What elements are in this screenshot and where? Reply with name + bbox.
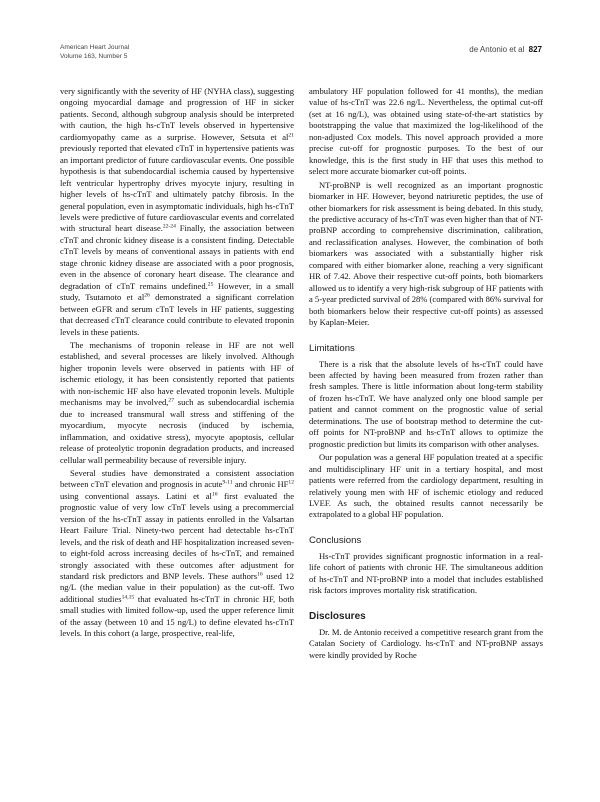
citation: 14,15: [121, 594, 135, 601]
running-title: de Antonio et al: [469, 45, 525, 54]
text-run: Several studies have demonstrated a consistent association between cTnT elevation and prognosis in acute: [60, 467, 294, 490]
citation: 16: [211, 491, 218, 498]
page-number: 827: [528, 45, 542, 54]
section-heading-limitations: Limitations: [309, 342, 355, 354]
citation: 27: [168, 397, 174, 404]
running-header: [469, 45, 542, 54]
paragraph: ambulatory HF population followed for 41 months), the median value of hs-cTnT was 22.6 ng/L. Nevertheless, the optimal cut-off (set at 16 ng/L), was obtained using state-of-the-art statistics by bootstrapping the value that maximized the log-likelihood of the non-adjusted Cox models. This novel approach provided a more precise cut-off for prognostic purposes. To the best of our knowledge, this is the first study in HF that uses this method to select more accurate biomarker cut-off points.: [309, 86, 543, 177]
paragraph: [60, 86, 294, 338]
paragraph: Hs-cTnT provides significant prognostic information in a real-life cohort of patients with chronic HF. The simultaneous addition of hs-cTnT and NT-proBNP into a model that includes established risk factors improves mortality risk stratification.: [309, 550, 543, 596]
journal-header: [60, 44, 129, 61]
text-run: However, in a small study, Tsutamoto et al: [60, 280, 295, 303]
citation: 21: [288, 132, 294, 139]
paragraph: NT-proBNP is well recognized as an important prognostic biomarker in HF. However, beyond natriuretic peptides, the use of other biomarkers for risk assessment is being debated. In this study, the predictive accuracy of hs-cTnT was even higher than that of NT-proBNP according to comprehensive discrimination, calibration, and reclassification analyses. However, the combination of both biomarkers was associated with a substantially higher risk compared with either biomarker alone, reaching a very significant HR of 7.42. Above their respective cut-off points, both biomarkers allowed us to identify a very high-risk subgroup of HF patients with a 5-year predicted survival of 28% (compared with 86% survival for both biomarkers below their respective cut-off points) as assessed by Kaplan-Meier.: [309, 179, 544, 328]
citation: 26: [144, 292, 150, 299]
section-heading-disclosures: Disclosures: [309, 610, 366, 622]
paragraph: [60, 468, 294, 640]
text-run: Finally, the association between cTnT and chronic kidney disease is a consistent finding. Detectable cTnT levels by means of conventional assays in patients with end stage chronic kidney disease are associated with a poor prognosis, even in the absence of coronary heart disease. The clearance and degradation of cTnT remains undefined.: [60, 223, 294, 291]
text-run: that evaluated hs-cTnT in chronic HF, both small studies with limited follow-up, used the upper reference limit of the assay (between 10 and 15 ng/L) to define elevated hs-cTnT levels. In this cohort (a large, prospective, real-life,: [60, 593, 295, 639]
citation: 22-24: [162, 223, 176, 230]
text-run: demonstrated a significant correlation between eGFR and serum cTnT levels in HF patients, suggesting that decreased cTnT clearance could contribute to elevated troponin levels in these patients.: [60, 292, 294, 337]
text-run: The mechanisms of troponin release in HF are not well established, and several processes are likely involved. Although higher troponin levels were observed in patients with HF of ischemic etiology, it has been consistently reported that patients with non-ischemic HF also have elevated troponin levels. Multiple mechanisms may be involved,: [60, 339, 294, 408]
right-column: [309, 86, 543, 661]
paragraph: [60, 340, 294, 466]
citation: 9-11: [222, 479, 233, 486]
section-heading-conclusions: Conclusions: [309, 534, 362, 546]
citation: 12: [288, 479, 295, 486]
text-run: used 12 ng/L (the median value in their population) as the cut-off. Two additional studies: [60, 571, 294, 604]
paragraph: There is a risk that the absolute levels of hs-cTnT could have been affected by having been measured from frozen rather than fresh samples. There is little information about long-term stability of frozen hs-cTnT. We have analyzed only one blood sample per patient and cannot comment on the prognostic value of serial determinations. The use of bootstrap method to determine the cut-off points for NT-proBNP and hs-cTnT allows to optimize the prognostic prediction but limits its comparison with other analyses.: [309, 358, 543, 449]
text-run: such as subendocardial ischemia due to increased transmural wall stress and stiffening of the myocardium, myocyte necrosis (induced by ischemia, inflammation, and oxidative stress), myocyte apoptosis, cellular release of proteolytic troponin degradation products, and increased cellular wall permeability because of reversible injury.: [60, 397, 294, 465]
paragraph: Our population was a general HF population treated at a specific and multidisciplinary HF unit in a tertiary hospital, and most patients were referred from the cardiology department, resulting in relatively young men with HF of ischemic etiology and reduced LVEF. As such, the obtained results cannot necessarily be extrapolated to a global HF population.: [309, 452, 543, 520]
paragraph: Dr. M. de Antonio received a competitive research grant from the Catalan Society of Cardiology. hs-cTnT and NT-proBNP assays were kindly provided by Roche: [309, 626, 543, 660]
text-run: using conventional assays. Latini et al: [60, 490, 212, 501]
left-column: [60, 86, 294, 640]
journal-name: American Heart Journal: [60, 44, 130, 51]
text-run: very significantly with the severity of HF (NYHA class), suggesting ongoing myocardial damage and progression of HF in sicker patients. Second, although subgroup analysis should be interpreted with caution, the high hs-cTnT levels observed in hypertensive cardiomyopathy came as a surprise. However, Setsuta et al: [60, 86, 294, 142]
citation: 25: [207, 281, 214, 288]
text-run: and chronic HF: [232, 479, 289, 490]
text-run: previously reported that elevated cTnT in hypertensive patients was an important predictor of future cardiovascular events. One possible hypothesis is that subendocardial ischemia caused by hypertensive left ventricular hypertrophy drives myocyte injury, resulting in higher levels of hs-cTnT and ultimately patchy fibrosis. In the general population, even in asymptomatic individuals, high hs-cTnT levels were predictive of future cardiovascular events and correlated with structural heart disease.: [60, 143, 294, 234]
journal-volume: Volume 163, Number 5: [60, 52, 128, 60]
text-run: first evaluated the prognostic value of very low cTnT levels using a precommercial version of the hs-cTnT assay in patients enrolled in the Valsartan Heart Failure Trial. Ninety-two percent had detectable hs-cTnT levels, and the risk of death and HF hospitalization increased seven-to eight-fold across increasing deciles of hs-cTnT, and remained strongly associated with these outcomes after adjustment for standard risk predictors and BNP levels. These authors: [60, 490, 294, 582]
citation: 16: [257, 571, 263, 578]
